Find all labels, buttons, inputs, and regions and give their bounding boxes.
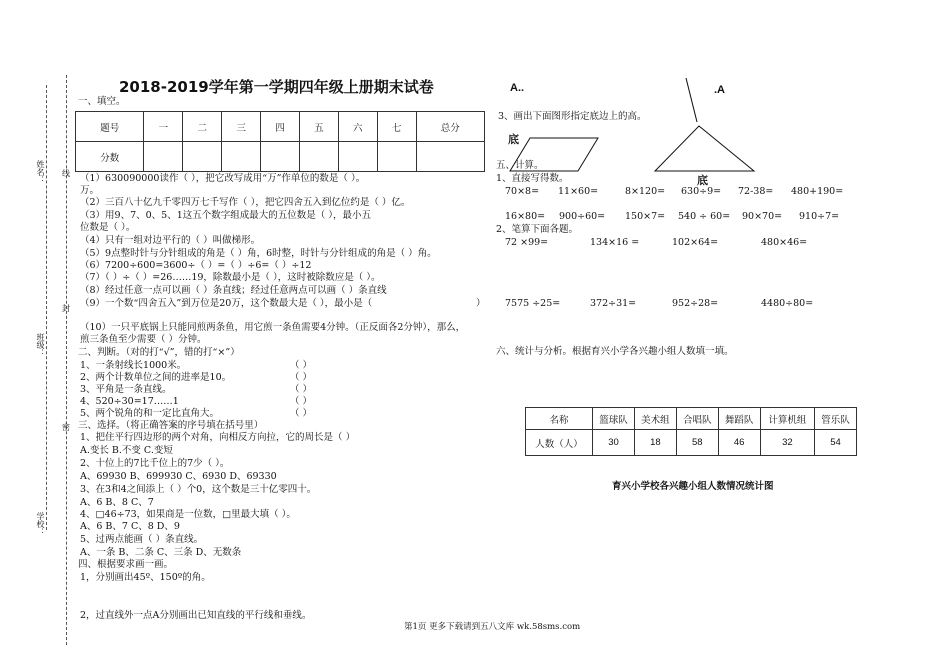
calc-item: 7575 ÷25= — [505, 298, 561, 309]
calc-item: 16×80= — [505, 211, 546, 222]
score-cell[interactable] — [144, 142, 183, 172]
page-footer: 第1页 更多下载请到五八文库 wk.58sms.com — [404, 622, 581, 632]
stat-value: 54 — [815, 430, 857, 456]
stat-value: 32 — [760, 430, 814, 456]
vertical-heading: 2、笔算下面各题。 — [496, 224, 579, 235]
fill-item: （3）用9、7、0、5、1这五个数字组成最大的五位数是（ ），最小五 — [80, 210, 372, 221]
parallelogram-base-label: 底 — [508, 133, 519, 146]
triangle — [655, 126, 754, 171]
class-label: 班级： — [36, 333, 45, 357]
score-cell[interactable] — [261, 142, 300, 172]
score-cell[interactable] — [299, 142, 338, 172]
choice-options: A、6 B、7 C、8 D、9 — [80, 521, 180, 532]
calc-item: 72-38= — [738, 186, 774, 197]
fill-item-end: ） — [476, 298, 486, 309]
calc-item: 11×60= — [558, 186, 599, 197]
fill-item: （2）三百八十亿九千零四万七千写作（ ），把它四舍五入到亿位约是（ ）亿。 — [80, 197, 411, 208]
fill-item: 位数是（ ）。 — [80, 222, 136, 233]
score-header: 五 — [299, 112, 338, 142]
judge-item: 1、一条射线长1000米。 — [80, 360, 187, 371]
calc-item: 102×64= — [672, 237, 719, 248]
judge-paren[interactable]: （ ） — [290, 384, 313, 395]
draw-item: 2，过直线外一点A分别画出已知直线的平行线和垂线。 — [80, 610, 312, 621]
calc-item: 540 ÷ 60= — [678, 211, 731, 222]
fold-line — [66, 75, 67, 645]
choice-item: 5、过两点能画（ ）条直线。 — [80, 534, 204, 545]
score-header: 六 — [338, 112, 377, 142]
judge-paren[interactable]: （ ） — [290, 408, 313, 419]
fill-item: （4）只有一组对边平行的（ ）叫做梯形。 — [80, 235, 261, 246]
calc-item: 952÷28= — [672, 298, 719, 309]
seal-mark: 封 — [62, 304, 70, 313]
score-header: 四 — [261, 112, 300, 142]
section2-heading: 二、判断。（对的打“√”，错的打“×”） — [78, 347, 240, 358]
section5-heading: 五、计算。 — [496, 160, 544, 171]
choice-item: 2、十位上的7比千位上的7少（ ）。 — [80, 458, 230, 469]
judge-paren[interactable]: （ ） — [290, 372, 313, 383]
judge-item: 2、两个计数单位之间的进率是10。 — [80, 372, 232, 383]
choice-options: A、一条 B、二条 C、三条 D、无数条 — [80, 547, 242, 558]
choice-item: 3、在3和4之间添上（ ）个0，这个数是三十亿零四十。 — [80, 484, 317, 495]
calc-item: 70×8= — [505, 186, 540, 197]
score-cell[interactable] — [416, 142, 484, 172]
stat-header: 管乐队 — [815, 408, 857, 430]
draw-item: 1，分别画出45º、150º的角。 — [80, 572, 211, 583]
score-cell[interactable] — [338, 142, 377, 172]
stat-table — [525, 407, 857, 456]
stat-header: 合唱队 — [676, 408, 718, 430]
section1-heading: 一、填空。 — [78, 96, 126, 107]
score-header: 题号 — [76, 112, 144, 142]
calc-item: 90×70= — [742, 211, 783, 222]
score-header: 总分 — [416, 112, 484, 142]
stat-header: 篮球队 — [593, 408, 635, 430]
fill-item: 煎三条鱼至少需要（ ）分钟。 — [80, 334, 207, 345]
judge-item: 4、520÷30=17……1 — [80, 396, 179, 407]
binding-line — [46, 85, 47, 530]
calc-item: 900÷60= — [559, 211, 606, 222]
score-row-label: 分数 — [76, 142, 144, 172]
choice-options: A、69930 B、699930 C、6930 D、69330 — [80, 471, 277, 482]
fill-item: （10）一只平底锅上只能同煎两条鱼，用它煎一条鱼需要4分钟。（正反面各2分钟），那么， — [80, 322, 466, 333]
direct-heading: 1、直接写得数。 — [496, 173, 569, 184]
calc-item: 72 ×99= — [505, 237, 549, 248]
stat-row-label: 人数（人） — [526, 430, 593, 456]
fill-item: （1）630090000读作（ ），把它改写成用“万”作单位的数是（ ）。 — [80, 173, 366, 184]
section4-heading: 四、根据要求画一画。 — [78, 559, 174, 570]
line-mark: 线 — [62, 169, 70, 178]
calc-item: 4480÷80= — [761, 298, 814, 309]
choice-item: 4、□46÷73，如果商是一位数，□里最大填（ ）。 — [80, 509, 296, 520]
fill-item: （5）9点整时针与分针组成的角是（ ）角，6时整，时针与分针组成的角是（ ）角。 — [80, 248, 437, 259]
choice-options: A、6 B、8 C、7 — [80, 497, 154, 508]
stat-caption: 育兴小学校各兴趣小组人数情况统计图 — [612, 481, 774, 492]
fill-item: （9）一个数“四舍五入”到万位是20万，这个数最大是（ ），最小是（ — [80, 298, 373, 309]
fill-item: 万。 — [80, 185, 100, 196]
stat-value: 30 — [593, 430, 635, 456]
stat-header: 舞蹈队 — [718, 408, 760, 430]
point-a-left: A.. — [510, 82, 525, 94]
calc-item: 134×16 = — [590, 237, 640, 248]
fill-item: （7）（ ）÷（ ）=26……19，除数最小是（ ），这时被除数应是（ ）。 — [80, 272, 381, 283]
score-cell[interactable] — [183, 142, 222, 172]
calc-item: 480×46= — [761, 237, 808, 248]
given-line — [686, 78, 697, 122]
fold-mark: 密 — [62, 423, 70, 432]
score-header: 七 — [377, 112, 416, 142]
section6-heading: 六、统计与分析。根据育兴小学各兴趣小组人数填一填。 — [496, 346, 734, 357]
judge-paren[interactable]: （ ） — [290, 396, 313, 407]
stat-value: 18 — [634, 430, 676, 456]
stat-value: 46 — [718, 430, 760, 456]
stat-header: 名称 — [526, 408, 593, 430]
judge-item: 3、平角是一条直线。 — [80, 384, 172, 395]
calc-item: 372÷31= — [590, 298, 637, 309]
calc-item: 8×120= — [625, 186, 666, 197]
score-header: 二 — [183, 112, 222, 142]
calc-item: 910÷7= — [799, 211, 840, 222]
choice-options: A.变长 B.不变 C.变短 — [80, 445, 173, 456]
score-cell[interactable] — [222, 142, 261, 172]
draw-height-prompt: 3、画出下面图形指定底边上的高。 — [498, 111, 647, 122]
fill-item: （8）经过任意一点可以画（ ）条直线；经过任意两点可以画（ ）条直线 — [80, 285, 387, 296]
school-label: 学校： — [36, 512, 45, 536]
score-cell[interactable] — [377, 142, 416, 172]
section3-heading: 三、选择。（将正确答案的序号填在括号里） — [78, 420, 264, 431]
judge-item: 5、两个锐角的和一定比直角大。 — [80, 408, 220, 419]
calc-item: 150×7= — [625, 211, 666, 222]
stat-value: 58 — [676, 430, 718, 456]
point-a-right: .A — [714, 84, 725, 96]
score-header: 一 — [144, 112, 183, 142]
stat-header: 美术组 — [634, 408, 676, 430]
calc-item: 630÷9= — [681, 186, 722, 197]
fill-item: （6）7200÷600=3600÷（ ）=（ ）÷6=（ ）÷12 — [80, 260, 312, 271]
score-table — [75, 111, 485, 172]
name-label: 姓名： — [36, 160, 45, 184]
page-title: 2018-2019学年第一学期四年级上册期末试卷 — [119, 78, 434, 96]
triangle-base-label: 底 — [697, 174, 708, 187]
calc-item: 480+190= — [791, 186, 844, 197]
score-header: 三 — [222, 112, 261, 142]
stat-header: 计算机组 — [760, 408, 814, 430]
choice-item: 1、把住平行四边形的两个对角，向相反方向拉，它的周长是（ ） — [80, 432, 356, 443]
judge-paren[interactable]: （ ） — [290, 360, 313, 371]
